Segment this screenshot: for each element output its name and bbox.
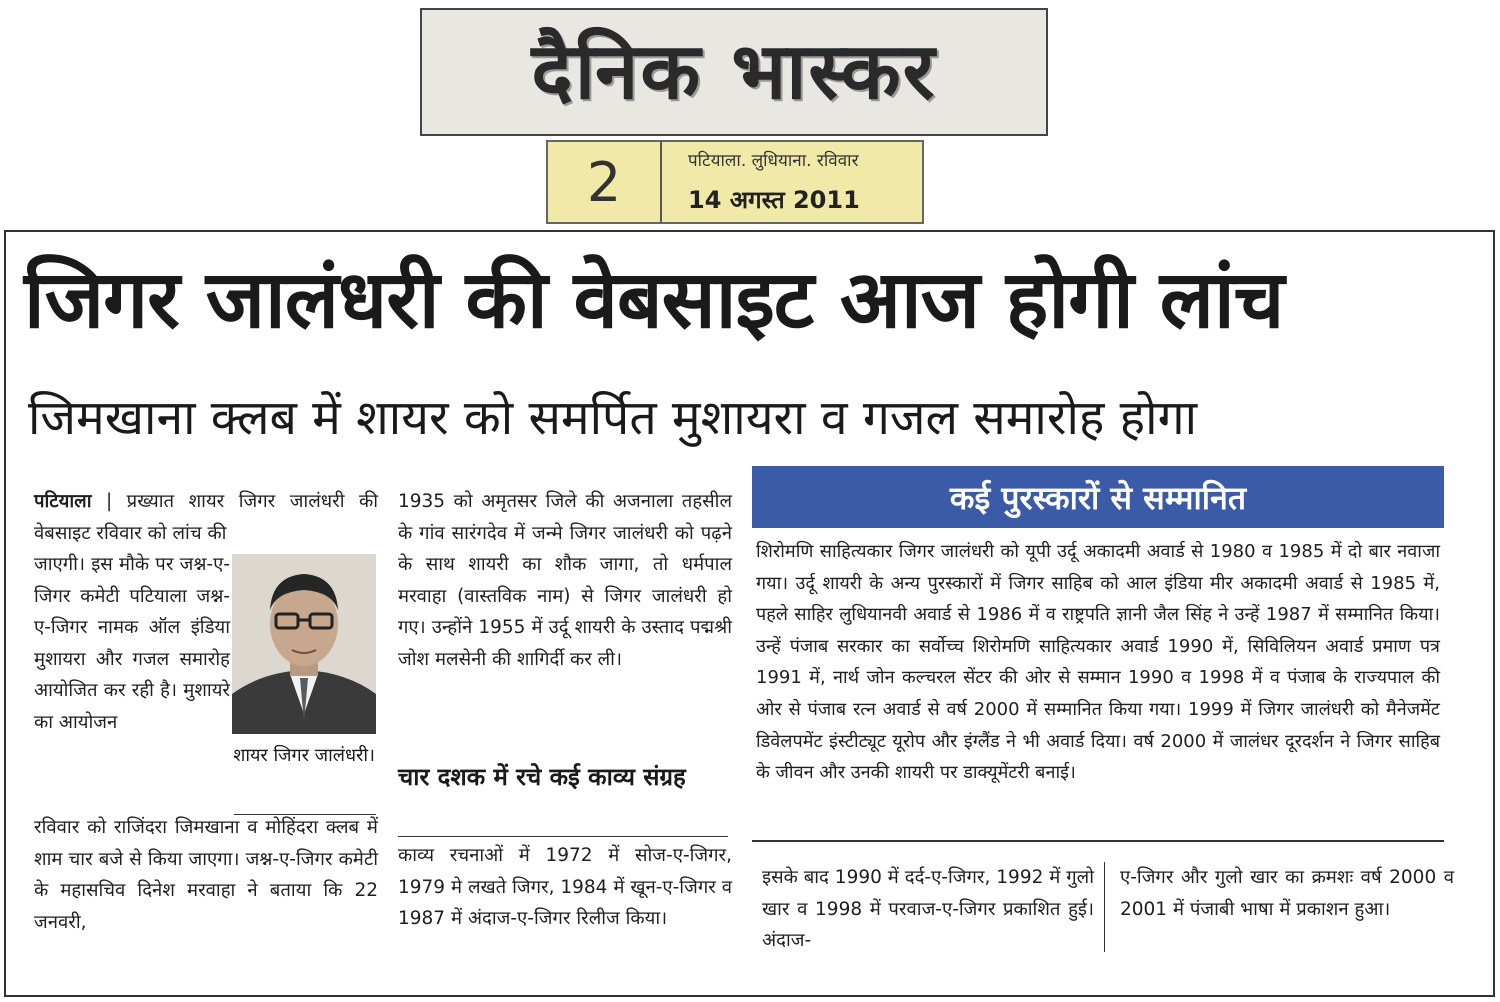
article-subheadline: जिमखाना क्लब में शायर को समर्पित मुशायरा व गजल समारोह होगा [28,390,1198,446]
column-1-lead [34,486,378,549]
awards-box-text: शिरोमणि साहित्यकार जिगर जालंधरी को यूपी उर्दू अकादमी अवार्ड से 1980 व 1985 में दो बार नवाजा गया। उर्दू शायरी के अन्य पुरस्कारों में जिगर साहिब को आल इंडिया मीर अकादमी अवार्ड से 1985 में, पहले साहिर लुधियानवी अवार्ड से 1986 में व राष्ट्रपति ज्ञानी जैल सिंह ने उन्हें 1987 में सम्मानित किया। उन्हें पंजाब सरकार का सर्वोच्च शिरोमणि साहित्यकार अवार्ड 1990 में, सिविलियन अवार्ड प्रमाण पत्र 1991 में, नार्थ जोन कल्चरल सेंटर की ओर से सम्मान 1990 व 1998 में व पंजाब के राज्यपाल की ओर से पंजाब रत्न अवार्ड से वर्ष 2000 में सम्मानित किया गया। 1999 में जिगर जालंधरी को मैनेजमेंट डिवेलपमेंट इंस्टीट्यूट यूरोप और इंग्लैंड ने भी अवार्ड दिया। वर्ष 2000 में जालंधर दूरदर्शन ने जिगर साहिब के जीवन और उनकी शायरी पर डाक्यूमेंटरी बनाई। [756,541,1440,784]
column-2-subheading: चार दशक में रचे कई काव्य संग्रह [398,763,686,791]
column-1-lead-text: | प्रख्यात शायर जिगर जालंधरी की वेबसाइट रविवार को लांच की [34,491,378,544]
dateline-text [662,142,860,222]
awards-box-title: कई पुरस्कारों से सम्मानित [752,466,1444,528]
article-headline: जिगर जालंधरी की वेबसाइट आज होगी लांच [24,253,1284,346]
portrait-image [232,554,376,734]
column-3-text: इसके बाद 1990 में दर्द-ए-जिगर, 1992 में गुलो खार व 1998 में परवाज-ए-जिगर प्रकाशित हुई। अंदाज- [762,867,1094,951]
masthead [420,8,1048,136]
awards-box-rule [752,840,1444,842]
column-1-text: जाएगी। इस मौके पर जश्न-ए-जिगर कमेटी पटियाला जश्न-ए-जिगर नामक ऑल इंडिया मुशायरा और गजल समारोह आयोजित कर रही है। मुशायरे का आयोजन [34,554,230,733]
column-divider [1104,862,1105,952]
dateline-box [546,140,924,224]
page-number: 2 [548,142,662,222]
column-2-bottom-text: काव्य रचनाओं में 1972 में सोज-ए-जिगर, 1979 मे लखते जिगर, 1984 में खून-ए-जिगर व 1987 में अंदाज-ए-जिगर रिलीज किया। [398,845,732,929]
dateline-place: पटियाला [34,491,92,512]
column-4-text: ए-जिगर और गुलो खार का क्रमशः वर्ष 2000 व 2001 में पंजाबी भाषा में प्रकाशन हुआ। [1120,867,1454,920]
portrait-photo [232,554,376,734]
dateline-date: 14 अगस्त 2011 [688,186,860,214]
column-2-text: 1935 को अमृतसर जिले की अजनाला तहसील के गांव सारंगदेव में जन्मे जिगर जालंधरी को पढ़ने के साथ शायरी का शौक जागा, तो धर्मपाल मरवाहा (वास्तविक नाम) से जिगर जालंधरी हो गए। उन्होंने 1955 में उर्दू शायरी के उस्ताद पद्मश्री जोश मलसेनी की शागिर्दी कर ली। [398,491,732,670]
photo-caption: शायर जिगर जालंधरी। [233,745,375,766]
newspaper-logo: दैनिक भास्कर [531,27,937,117]
column-1-bottom-text: रविवार को राजिंदरा जिमखाना व मोहिंदरा क्लब में शाम चार बजे से किया जाएगा। जश्न-ए-जिगर कमेटी के महासचिव दिनेश मरवाहा ने बताया कि 22 जनवरी, [34,817,378,933]
dateline-cities: पटियाला. लुधियाना. रविवार [688,151,859,171]
subheading-rule [398,836,728,837]
